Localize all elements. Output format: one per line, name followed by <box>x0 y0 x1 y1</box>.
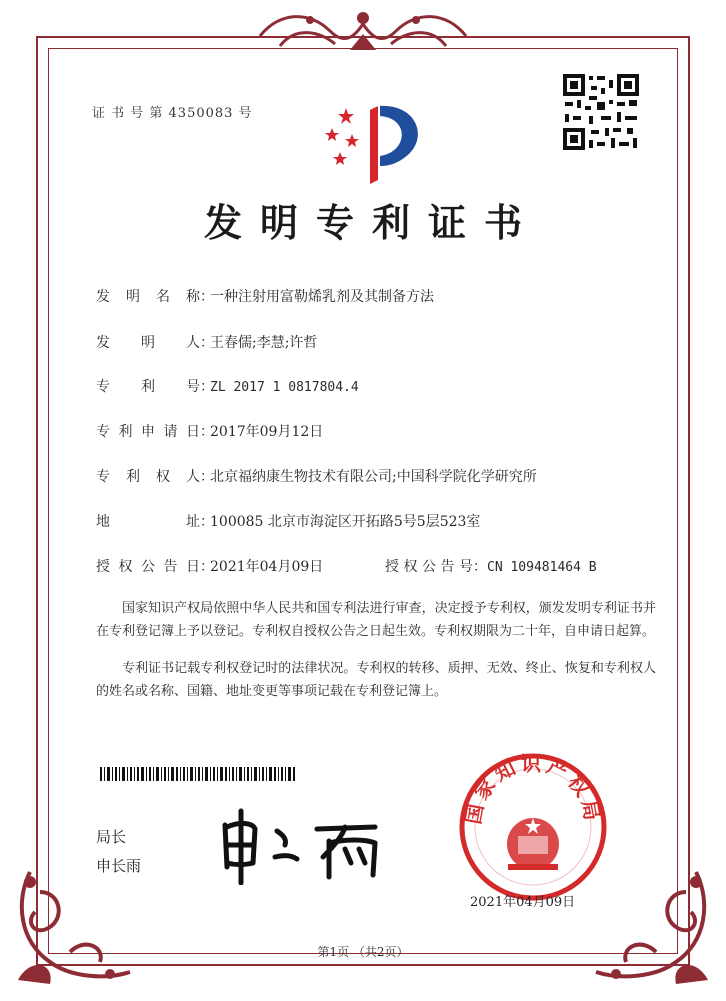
seal-text: 国家知识产权局 <box>461 752 605 826</box>
handwritten-signature-icon <box>205 805 395 885</box>
director-name: 申长雨 <box>96 857 142 875</box>
page-number: 第1页 （共2页） <box>317 945 409 959</box>
field-value: 2017年09月12日 <box>210 424 324 440</box>
field-value: 王春儒;李慧;许哲 <box>210 335 318 351</box>
field-label: 授权公告号 <box>385 559 473 575</box>
field-label: 专利号 <box>96 379 200 395</box>
field-value: 一种注射用富勒烯乳剂及其制备方法 <box>210 289 434 305</box>
field-label: 专利权人 <box>96 469 200 485</box>
field-label: 授权公告日 <box>96 559 200 575</box>
field-filing-date: 专利申请日：2017年09月12日 <box>96 421 323 441</box>
field-value: ZL 2017 1 0817804.4 <box>210 380 359 395</box>
barcode-icon <box>100 767 295 781</box>
field-address: 地址：100085 北京市海淀区开拓路5号5层523室 <box>96 511 480 531</box>
qr-code-icon <box>561 72 641 152</box>
field-grant-number: 授权公告号：CN 109481464 B <box>385 556 597 576</box>
official-seal-icon <box>458 752 608 902</box>
top-ornament-icon <box>250 6 476 56</box>
field-grant-date: 授权公告日：2021年04月09日 <box>96 556 323 576</box>
statement-paragraph-1: 国家知识产权局依照中华人民共和国专利法进行审查，决定授予专利权，颁发发明专利证书并在专利登记簿上予以登记。专利权自授权公告之日起生效。专利权期限为二十年，自申请日起算。 <box>96 601 656 639</box>
certificate-number: 证 书 号 第 4350083 号 <box>92 106 253 121</box>
field-value: CN 109481464 B <box>487 560 597 575</box>
field-patentee: 专利权人：北京福纳康生物技术有限公司;中国科学院化学研究所 <box>96 466 537 486</box>
patent-office-logo-icon <box>318 100 433 190</box>
certificate-title: 发明专利证书 <box>203 200 540 245</box>
corner-ornament-left-icon <box>10 862 140 992</box>
field-label: 发明人 <box>96 335 200 351</box>
field-inventors: 发明人：王春儒;李慧;许哲 <box>96 332 317 352</box>
field-value: 100085 北京市海淀区开拓路5号5层523室 <box>210 514 481 530</box>
field-invention-name: 发明名称：一种注射用富勒烯乳剂及其制备方法 <box>96 286 434 306</box>
field-label: 发明名称 <box>96 289 200 305</box>
seal-date: 2021年04月09日 <box>470 895 576 910</box>
field-label: 地址 <box>96 514 200 530</box>
field-patent-number: 专利号：ZL 2017 1 0817804.4 <box>96 376 359 396</box>
field-label: 专利申请日 <box>96 424 200 440</box>
field-value: 北京福纳康生物技术有限公司;中国科学院化学研究所 <box>210 469 537 485</box>
statement-paragraph-2: 专利证书记载专利权登记时的法律状况。专利权的转移、质押、无效、终止、恢复和专利权人的姓名或名称、国籍、地址变更等事项记载在专利登记簿上。 <box>96 661 656 699</box>
director-title: 局长 <box>96 828 127 846</box>
field-value: 2021年04月09日 <box>210 559 324 575</box>
